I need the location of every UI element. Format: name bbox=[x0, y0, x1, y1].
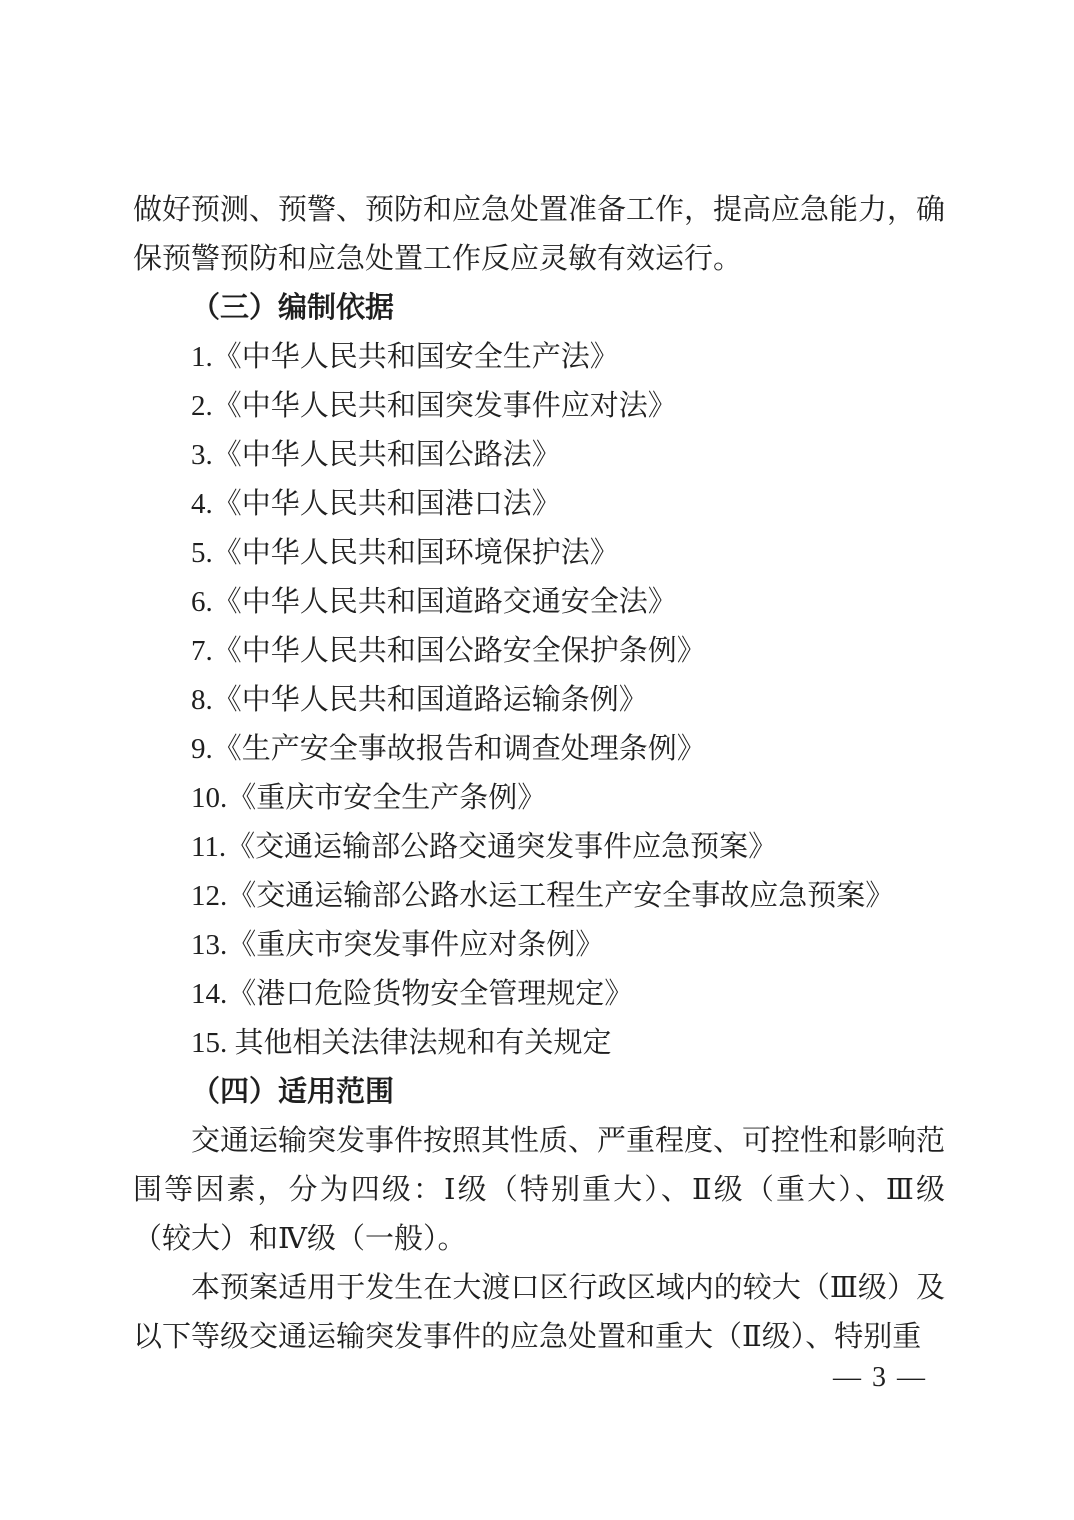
law-item-3: 3.《中华人民共和国公路法》 bbox=[191, 439, 561, 471]
law-item-1: 1.《中华人民共和国安全生产法》 bbox=[191, 341, 619, 373]
law-item-10: 10.《重庆市安全生产条例》 bbox=[191, 782, 547, 814]
law-item-8: 8.《中华人民共和国道路运输条例》 bbox=[191, 684, 648, 716]
law-item-12: 12.《交通运输部公路水运工程生产安全事故应急预案》 bbox=[191, 880, 895, 912]
law-item-13: 13.《重庆市突发事件应对条例》 bbox=[191, 929, 605, 961]
law-list bbox=[133, 333, 945, 1068]
section-heading-scope: （四）适用范围 bbox=[191, 1076, 395, 1108]
paragraph-continuation: 做好预测、预警、预防和应急处置准备工作，提高应急能力，确保预警预防和应急处置工作反应灵敏有效运行。 bbox=[133, 194, 946, 275]
page-body bbox=[133, 186, 945, 1362]
law-item-6: 6.《中华人民共和国道路交通安全法》 bbox=[191, 586, 677, 618]
law-item-15: 15. 其他相关法律法规和有关规定 bbox=[191, 1027, 612, 1059]
paragraph-classification: 交通运输突发事件按照其性质、严重程度、可控性和影响范围等因素，分为四级：Ⅰ级（特别重大）、Ⅱ级（重大）、Ⅲ级（较大）和Ⅳ级（一般）。 bbox=[133, 1125, 946, 1255]
law-item-14: 14.《港口危险货物安全管理规定》 bbox=[191, 978, 634, 1010]
paragraph-applicability: 本预案适用于发生在大渡口区行政区域内的较大（Ⅲ级）及以下等级交通运输突发事件的应急处置和重大（Ⅱ级）、特别重 bbox=[133, 1272, 945, 1353]
law-item-4: 4.《中华人民共和国港口法》 bbox=[191, 488, 561, 520]
law-item-5: 5.《中华人民共和国环境保护法》 bbox=[191, 537, 619, 569]
law-item-2: 2.《中华人民共和国突发事件应对法》 bbox=[191, 390, 677, 422]
law-item-9: 9.《生产安全事故报告和调查处理条例》 bbox=[191, 733, 706, 765]
page-number: — 3 — bbox=[833, 1362, 927, 1393]
law-item-7: 7.《中华人民共和国公路安全保护条例》 bbox=[191, 635, 706, 667]
section-heading-basis: （三）编制依据 bbox=[191, 292, 395, 324]
law-item-11: 11.《交通运输部公路交通突发事件应急预案》 bbox=[191, 831, 778, 863]
